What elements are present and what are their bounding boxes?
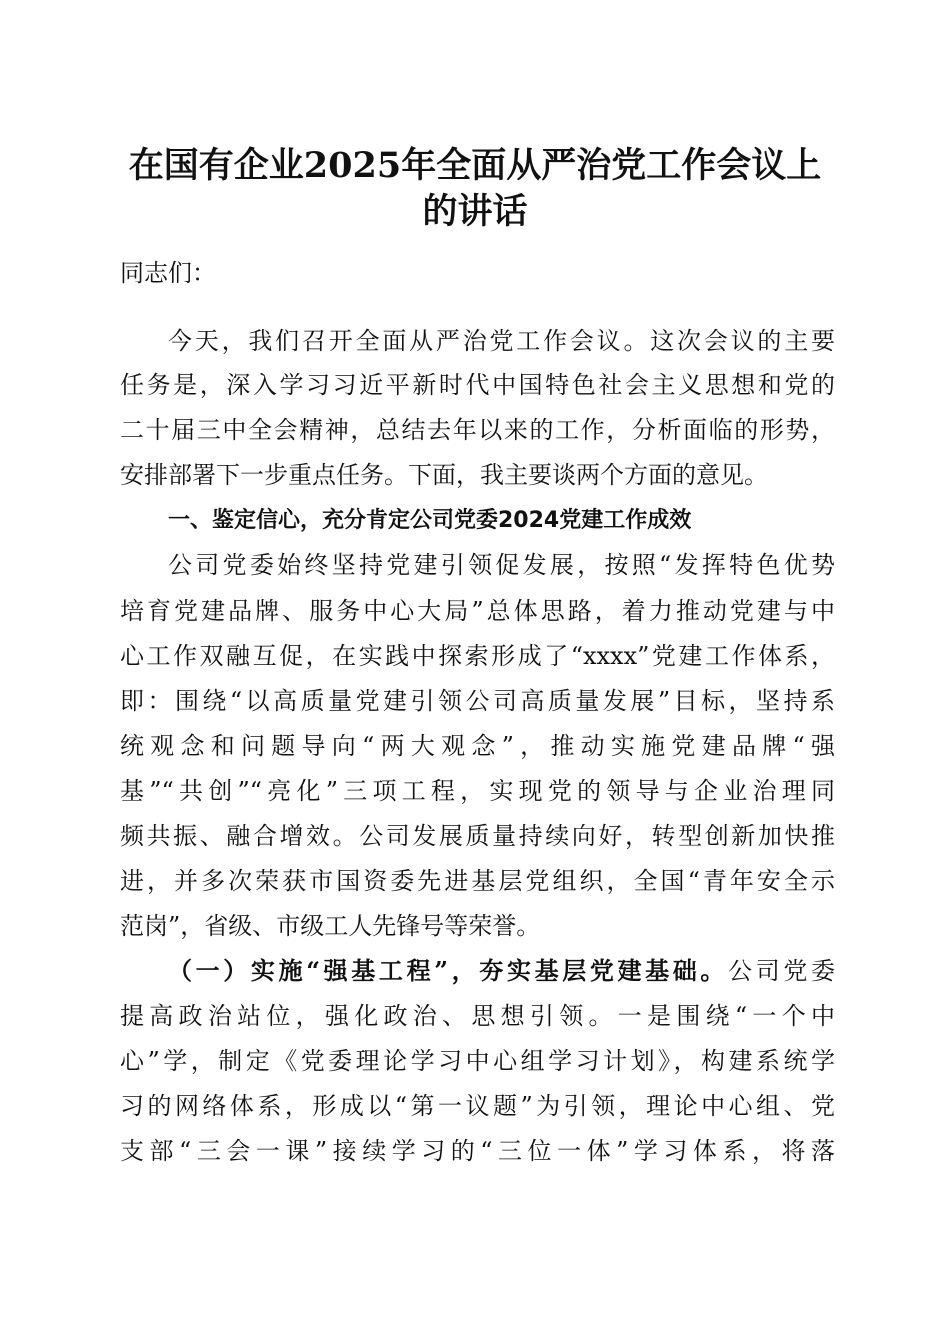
subsection-1-first-line: [168, 956, 835, 986]
subsection-1-first-rest: 公司党委: [728, 957, 836, 985]
section-1-heading: 一、鉴定信心，充分肯定公司党委2024党建工作成效: [168, 508, 692, 533]
section-1-line: 进，并多次荣获市国资委先进基层党组织，全国“青年安全示: [120, 867, 835, 895]
section-1-line: 范岗”，省级、市级工人先锋号等荣誉。: [120, 912, 541, 940]
section-1-line: 培育党建品牌、服务中心大局”总体思路，着力推动党建与中: [120, 597, 835, 625]
intro-line: 任务是，深入学习习近平新时代中国特色社会主义思想和党的: [120, 371, 835, 399]
section-1-line: 基”“共创”“亮化”三项工程，实现党的领导与企业治理同: [120, 777, 835, 805]
subsection-1-line: 支部“三会一课”接续学习的“三位一体”学习体系，将落: [120, 1137, 835, 1165]
document-title-line-2: 的讲话: [422, 191, 528, 232]
intro-line: 今天，我们召开全面从严治党工作会议。这次会议的主要: [168, 327, 835, 355]
subsection-1-line: 提高政治站位，强化政治、思想引领。一是围绕“一个中: [120, 1002, 835, 1030]
subsection-1-heading: （一）实施“强基工程”，夯实基层党建基础。: [168, 956, 729, 985]
section-1-line: 公司党委始终坚持党建引领促发展，按照“发挥特色优势: [168, 551, 835, 579]
section-1-line: 统观念和问题导向“两大观念”，推动实施党建品牌“强: [120, 732, 835, 760]
subsection-1-line: 心”学，制定《党委理论学习中心组学习计划》，构建系统学: [120, 1047, 835, 1075]
intro-line: 安排部署下一步重点任务。下面，我主要谈两个方面的意见。: [120, 461, 768, 489]
section-1-line: 频共振、融合增效。公司发展质量持续向好，转型创新加快推: [120, 822, 835, 850]
section-1-line: 即：围绕“以高质量党建引领公司高质量发展”目标，坚持系: [120, 687, 835, 715]
document-title-line-1: 在国有企业2025年全面从严治党工作会议上: [128, 145, 822, 186]
section-1-line: 心工作双融互促，在实践中探索形成了“xxxx”党建工作体系，: [120, 642, 835, 670]
subsection-1-line: 习的网络体系，形成以“第一议题”为引领，理论中心组、党: [120, 1092, 835, 1120]
salutation: 同志们：: [120, 259, 216, 287]
intro-line: 二十届三中全会精神，总结去年以来的工作，分析面临的形势，: [120, 416, 835, 444]
